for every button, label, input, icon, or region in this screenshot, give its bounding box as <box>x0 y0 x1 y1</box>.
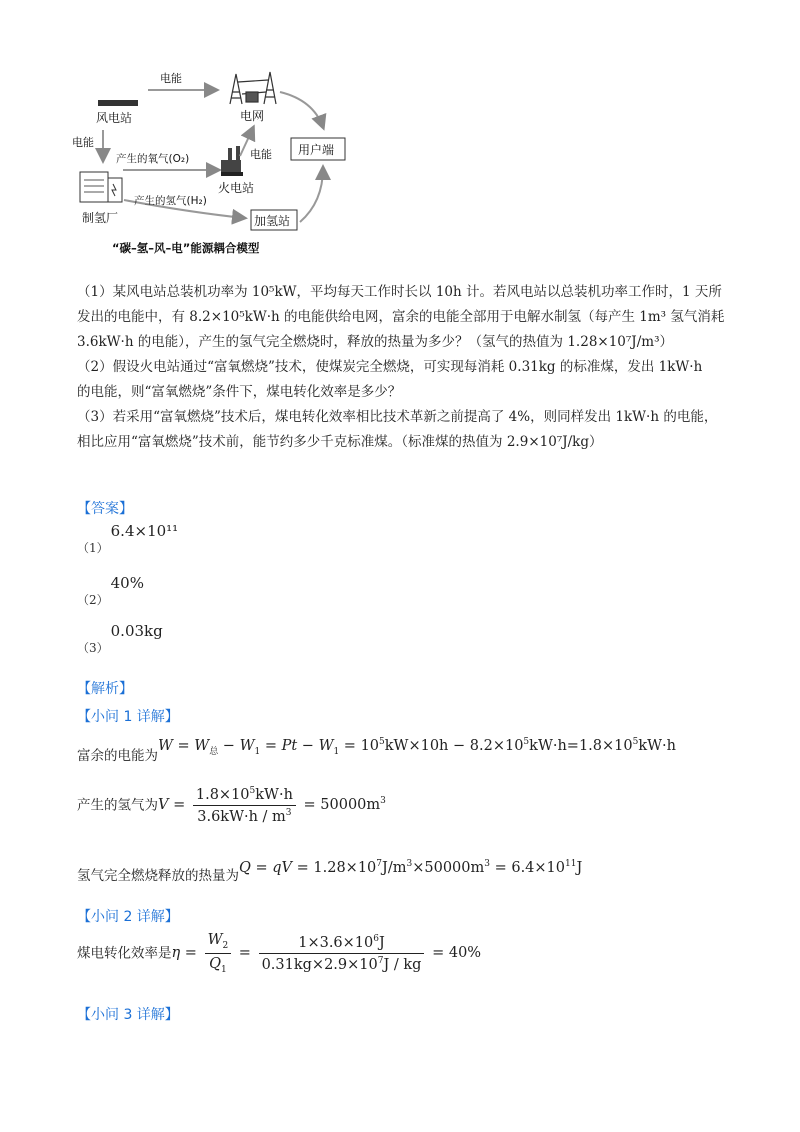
edge-wind-plant-label: 电能 <box>72 136 94 149</box>
sub-question-3-heading: 【小问 3 详解】 <box>77 1007 179 1023</box>
edge-oxygen-label: 产生的氧气(O₂) <box>116 153 190 165</box>
formula-line-3 <box>77 856 583 884</box>
formula-line-4 <box>77 932 481 975</box>
sub-question-1-heading: 【小问 1 详解】 <box>77 709 179 725</box>
question-1-line-3: 3.6kW·h 的电能），产生的氢气完全燃烧时，释放的热量为多少？（氢气的热值为 1.28×10⁷J/m³） <box>77 334 673 350</box>
diagram-caption: “碳–氢–风–电”能源耦合模型 <box>112 241 260 255</box>
hydrogen-plant-label: 制氢厂 <box>82 211 119 225</box>
formula-label: 氢气完全燃烧释放的热量为 <box>77 868 239 884</box>
answer-item-2 <box>77 574 144 607</box>
question-2-line-2: 的电能，则“富氧燃烧”条件下，煤电转化效率是多少？ <box>77 384 402 400</box>
analysis-heading: 【解析】 <box>77 681 133 697</box>
formula-label: 煤电转化效率是 <box>77 945 172 962</box>
formula-hydrogen-volume: V = $\frac{1.8\times 10^5kW\cdot h}{3.6kW\cdot h / m^3}$ = $50000m^3$ <box>158 786 386 825</box>
formula-heat-released: Q = qV = $1.28\times 10^7J/m^3\times 50000m^3 = 6.4\times 10^{11}J$ <box>239 859 583 876</box>
answer-number: （1） <box>77 541 109 555</box>
grid-label: 电网 <box>240 109 265 123</box>
question-1-line-2: 发出的电能中，有 8.2×10⁵kW·h 的电能供给电网，富余的电能全部用于电解水制氢（每产生 1m³ 氢气消耗 <box>77 309 725 325</box>
formula-label: 富余的电能为 <box>77 748 158 764</box>
user-end-label: 用户端 <box>298 143 335 157</box>
answer-number: （2） <box>77 593 109 607</box>
formula-surplus-energy: $W = W_总 - W_1 = Pt - W_1 = 10^5kW\times 10h - 8.2\times 10^5kW\cdot h=1.8\times 10^5kW\cdot h$ <box>158 737 676 757</box>
edge-wind-grid-label: 电能 <box>160 72 182 85</box>
answer-item-1 <box>77 522 179 555</box>
question-1-line-1: （1）某风电站总装机功率为 10⁵kW，平均每天工作时长以 10h 计。若风电站以总装机功率工作时，1 天所 <box>77 284 722 300</box>
wind-station-icon <box>98 100 138 106</box>
question-block <box>77 280 737 455</box>
formula-label: 产生的氢气为 <box>77 797 158 814</box>
hydrogen-plant-icon <box>80 172 122 202</box>
answer-heading: 【答案】 <box>77 501 133 517</box>
hydrogen-station-label: 加氢站 <box>254 214 291 228</box>
edge-hydrogen-label: 产生的氢气(H₂) <box>134 195 207 207</box>
formula-efficiency: η = $\frac{W_2}{Q_1}$ = $\frac{1\times 3.6\times 10^6J}{0.31kg\times 2.9\times 10^7J / kg}$ = 40% <box>171 932 482 975</box>
edge-thermal-grid-label: 电能 <box>250 148 272 161</box>
answer-value: 40% <box>110 574 144 592</box>
energy-coupling-diagram <box>68 62 358 262</box>
question-3-line-2: 相比应用“富氧燃烧”技术前，能节约多少千克标准煤。（标准煤的热值为 2.9×10⁷J/kg） <box>77 434 603 450</box>
answer-item-3 <box>77 622 163 655</box>
wind-station-label: 风电站 <box>96 111 133 125</box>
answer-number: （3） <box>77 641 109 655</box>
answer-value: 0.03kg <box>110 622 163 640</box>
formula-line-1 <box>77 734 676 764</box>
question-3-line-1: （3）若采用“富氧燃烧”技术后，煤电转化效率相比技术革新之前提高了 4%，则同样发出 1kW·h 的电能， <box>77 409 718 425</box>
formula-line-2 <box>77 786 386 825</box>
question-2-line-1: （2）假设火电站通过“富氧燃烧”技术，使煤炭完全燃烧，可实现每消耗 0.31kg 的标准煤，发出 1kW·h <box>77 359 703 375</box>
power-grid-icon <box>230 72 276 104</box>
thermal-plant-icon <box>221 146 243 176</box>
answer-value: 6.4×10¹¹ <box>110 522 179 540</box>
thermal-plant-label: 火电站 <box>218 181 255 195</box>
sub-question-2-heading: 【小问 2 详解】 <box>77 909 179 925</box>
